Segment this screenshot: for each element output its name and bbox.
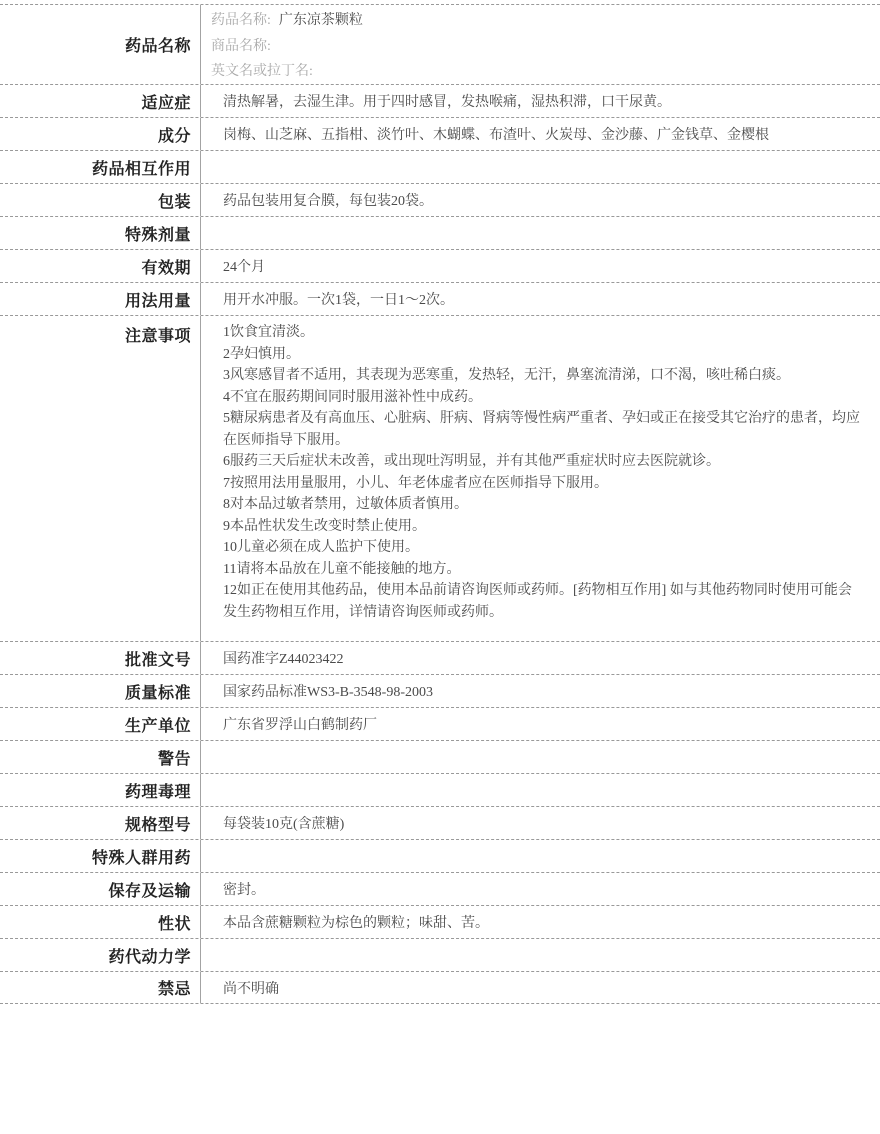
table-row-contraindications xyxy=(0,971,880,1004)
row-label: 药代动力学 xyxy=(108,948,191,966)
row-label: 特殊剂量 xyxy=(124,226,191,244)
row-value: 清热解暑，去湿生津。用于四时感冒，发热喉痛，湿热积滞，口干尿黄。 xyxy=(200,85,880,117)
table-row-dosage-usage xyxy=(0,282,880,315)
row-label: 包装 xyxy=(157,193,191,211)
table-row-shelf-life xyxy=(0,249,880,282)
row-value: 用开水冲服。一次1袋，一日1～2次。 xyxy=(200,283,880,315)
table-row-pharmacokinetics xyxy=(0,938,880,971)
table-row-manufacturer xyxy=(0,707,880,740)
precaution-item: 7按照用法用量服用，小儿、年老体虚者应在医师指导下服用。 xyxy=(223,475,608,491)
drug-name-value: 广东凉茶颗粒 xyxy=(278,13,363,28)
table-row-pharmacology-toxicology xyxy=(0,773,880,806)
row-label: 批准文号 xyxy=(124,651,191,669)
row-label: 警告 xyxy=(157,750,191,768)
row-label: 规格型号 xyxy=(124,816,191,834)
row-value: 国家药品标准WS3-B-3548-98-2003 xyxy=(200,675,880,707)
row-value: 岗梅、山芝麻、五指柑、淡竹叶、木蝴蝶、布渣叶、火炭母、金沙藤、广金钱草、金樱根 xyxy=(200,118,880,150)
row-label: 成分 xyxy=(157,127,191,145)
row-value: 本品含蔗糖颗粒为棕色的颗粒；味甜、苦。 xyxy=(200,906,880,938)
table-row-packaging xyxy=(0,183,880,216)
precaution-item: 3风寒感冒者不适用，其表现为恶寒重，发热轻，无汗，鼻塞流清涕，口不渴，咳吐稀白痰。 xyxy=(223,368,790,383)
row-label: 禁忌 xyxy=(157,981,191,998)
table-row-quality-standard xyxy=(0,674,880,707)
precaution-item: 6服药三天后症状未改善，或出现吐泻明显，并有其他严重症状时应去医院就诊。 xyxy=(223,454,720,469)
row-value xyxy=(200,939,880,971)
row-value: 密封。 xyxy=(200,873,880,905)
trade-name-field xyxy=(211,34,870,60)
table-row-approval-number xyxy=(0,641,880,674)
field-label: 商品名称: xyxy=(211,38,271,54)
precaution-item: 4不宜在服药期间同时服用滋补性中成药。 xyxy=(223,389,482,405)
row-label: 药理毒理 xyxy=(124,783,191,801)
row-value xyxy=(200,316,880,641)
precaution-item: 11请将本品放在儿童不能接触的地方。 xyxy=(223,561,461,577)
precaution-item: 2孕妇慎用。 xyxy=(223,346,300,362)
row-label: 性状 xyxy=(157,915,191,933)
row-label: 注意事项 xyxy=(124,328,191,345)
english-name-field xyxy=(211,59,870,85)
row-label: 保存及运输 xyxy=(108,882,191,900)
precaution-item: 5糖尿病患者及有高血压、心脏病、肝病、肾病等慢性病严重者、孕妇或正在接受其它治疗的患者，均应在医师指导下服用。 xyxy=(223,411,860,448)
row-label: 有效期 xyxy=(141,259,191,277)
row-value: 国药准字Z44023422 xyxy=(200,642,880,674)
precaution-item: 9本品性状发生改变时禁止使用。 xyxy=(223,518,426,534)
precaution-item: 1饮食宜清淡。 xyxy=(223,325,314,340)
row-label: 药品相互作用 xyxy=(91,160,191,178)
row-label: 质量标准 xyxy=(124,684,191,702)
row-label: 适应症 xyxy=(141,94,191,112)
table-row-indications xyxy=(0,84,880,117)
table-row-specification xyxy=(0,806,880,839)
table-row-special-populations xyxy=(0,839,880,872)
row-value: 广东省罗浮山白鹤制药厂 xyxy=(200,708,880,740)
drug-name-field xyxy=(211,8,870,34)
field-label: 药品名称: xyxy=(211,13,271,28)
row-label: 生产单位 xyxy=(124,717,191,735)
precaution-item: 8对本品过敏者禁用，过敏体质者慎用。 xyxy=(223,497,468,512)
row-label: 特殊人群用药 xyxy=(91,849,191,867)
table-row-storage-transport xyxy=(0,872,880,905)
table-row-warning xyxy=(0,740,880,773)
row-value xyxy=(200,840,880,872)
table-row-special-dosage xyxy=(0,216,880,249)
row-value xyxy=(200,151,880,183)
row-value: 24个月 xyxy=(200,250,880,282)
row-value: 每袋装10克(含蔗糖) xyxy=(200,807,880,839)
row-value xyxy=(200,5,880,84)
table-row-drug-interactions xyxy=(0,150,880,183)
precaution-item: 10儿童必须在成人监护下使用。 xyxy=(223,540,419,555)
row-value: 药品包装用复合膜，每包装20袋。 xyxy=(200,184,880,216)
row-value xyxy=(200,774,880,806)
row-value: 尚不明确 xyxy=(200,972,880,1003)
table-row-drug-name xyxy=(0,4,880,84)
drug-info-table xyxy=(0,4,880,1004)
row-label: 药品名称 xyxy=(124,38,191,55)
table-row-precautions xyxy=(0,315,880,641)
precaution-item: 12如正在使用其他药品，使用本品前请咨询医师或药师。[药物相互作用] 如与其他药物同时使用可能会发生药物相互作用，详情请咨询医师或药师。 xyxy=(223,583,852,620)
table-row-properties xyxy=(0,905,880,938)
table-row-ingredients xyxy=(0,117,880,150)
field-label: 英文名或拉丁名: xyxy=(211,64,313,79)
row-value xyxy=(200,217,880,249)
row-label: 用法用量 xyxy=(124,292,191,310)
row-value xyxy=(200,741,880,773)
